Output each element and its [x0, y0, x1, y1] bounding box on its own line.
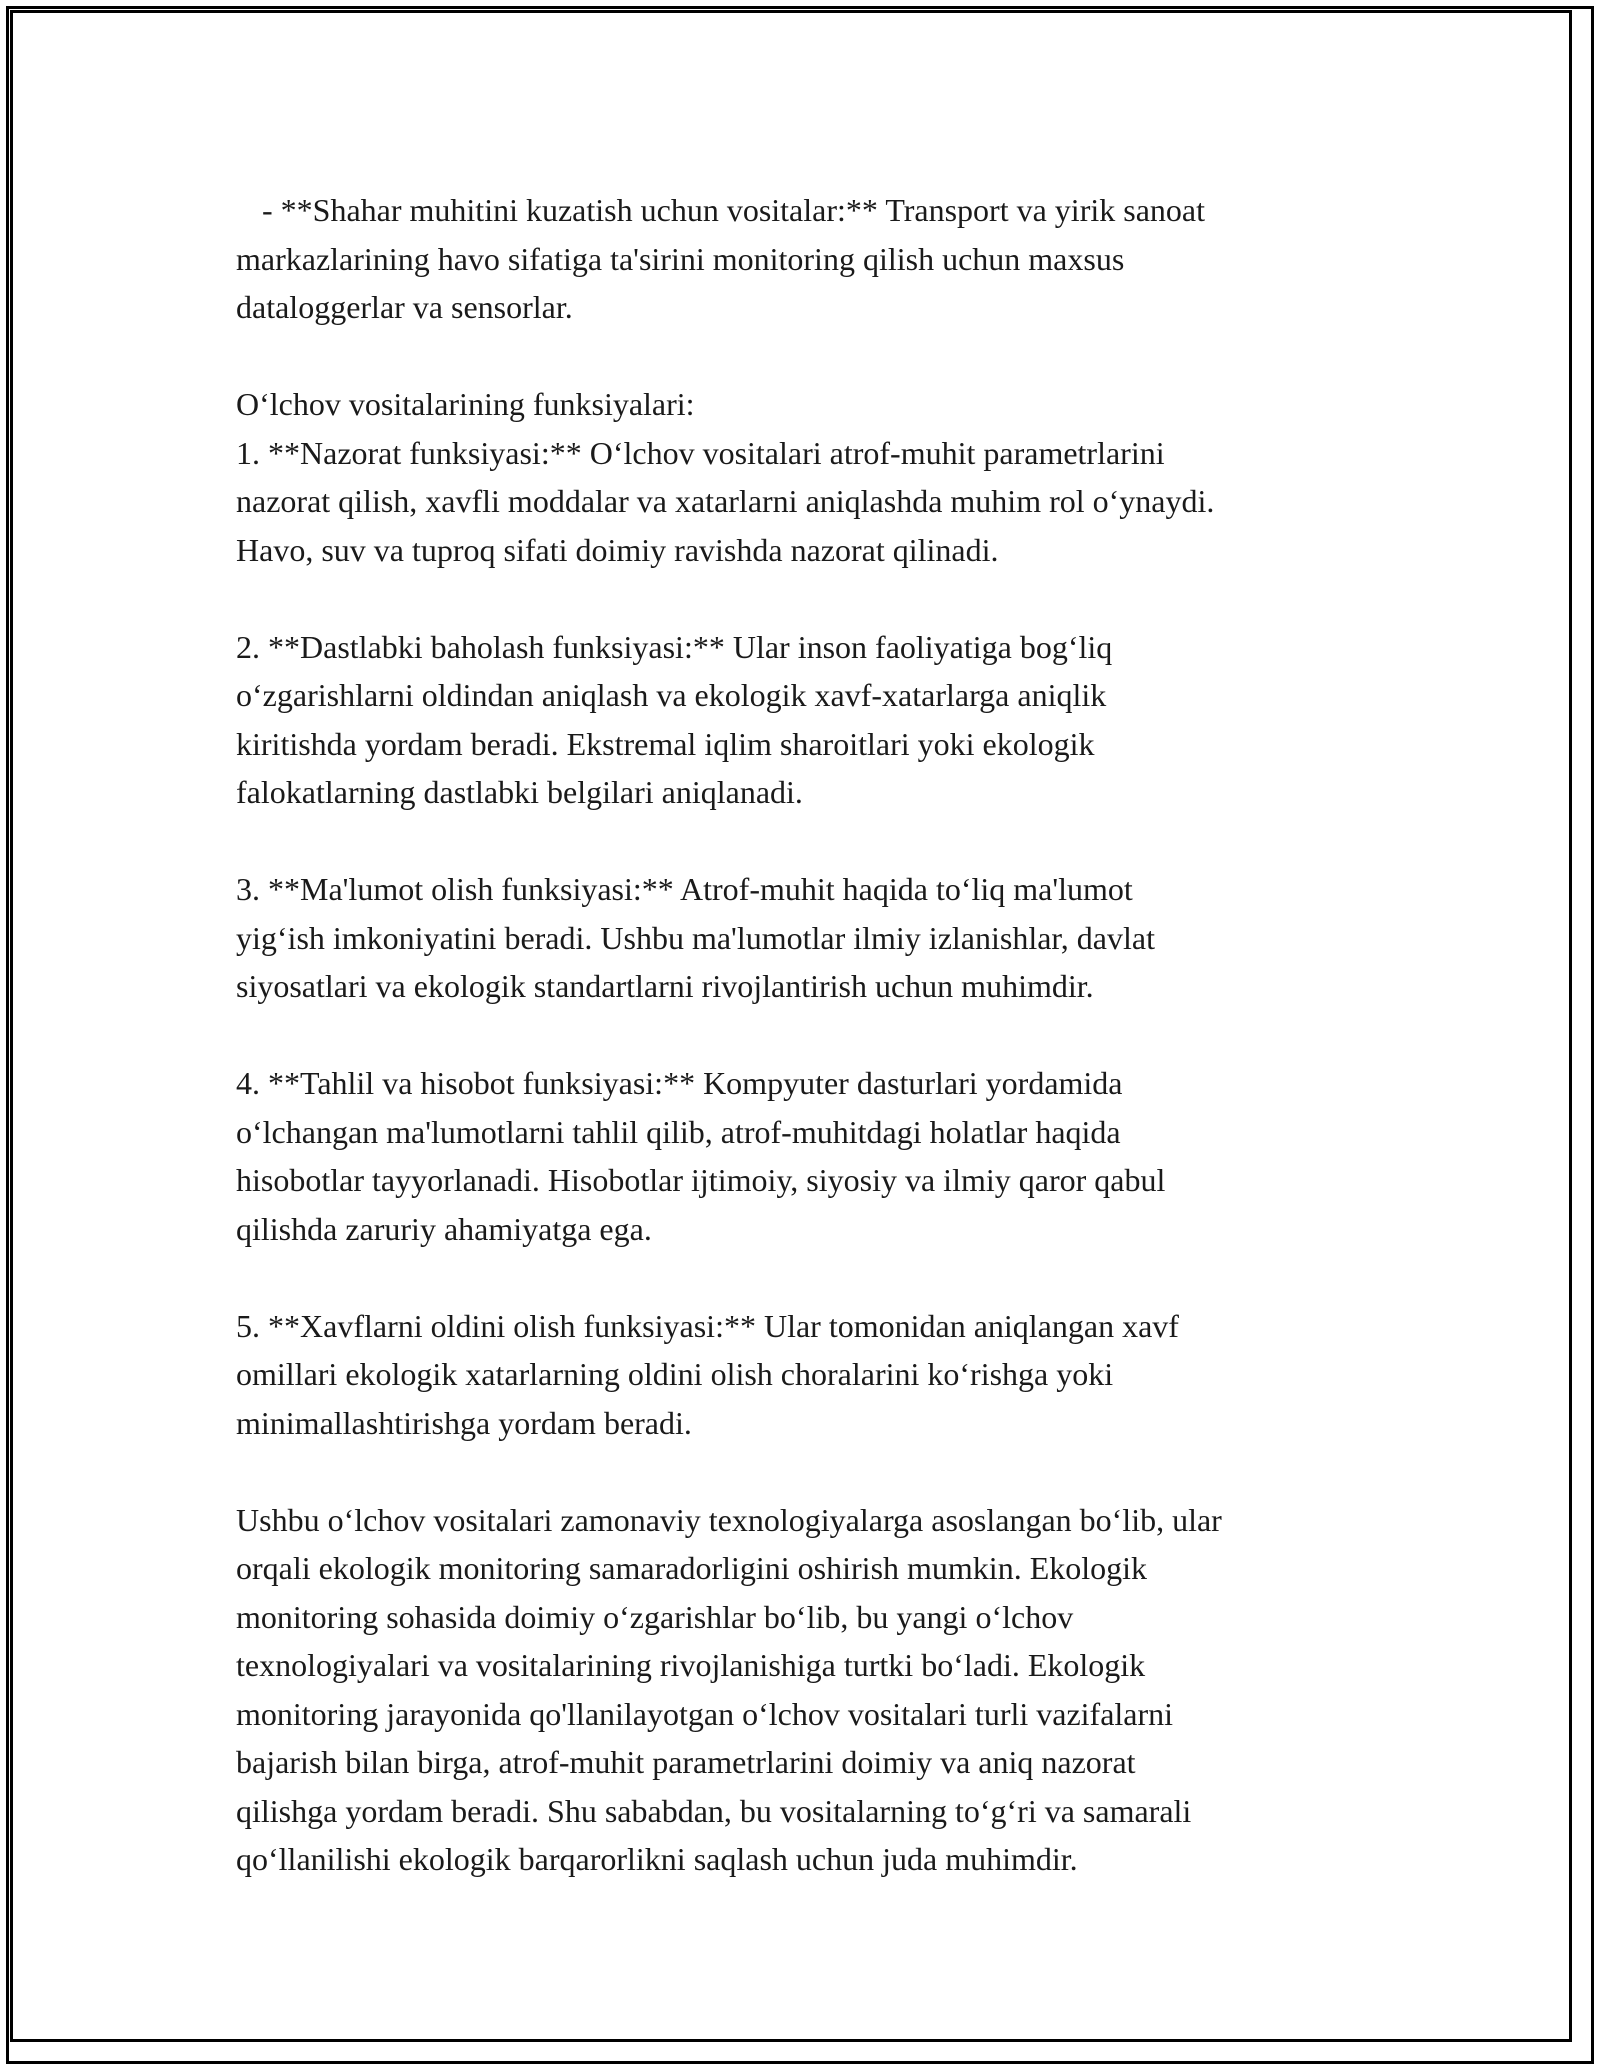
paragraph-function-2 [236, 623, 1376, 817]
paragraph-function-1 [236, 429, 1376, 575]
text-line: texnologiyalari va vositalarining rivojlanishiga turtki bo‘ladi. Ekologik [236, 1647, 1146, 1683]
text-line: qilishga yordam beradi. Shu sababdan, bu vositalarning to‘g‘ri va samarali [236, 1792, 1192, 1829]
paragraph-function-5 [236, 1302, 1376, 1448]
text-line: qilishda zaruriy ahamiyatga ega. [236, 1210, 652, 1247]
text-line: monitoring jarayonida qo'llanilayotgan o‘lchov vositalari turli vazifalarni [236, 1695, 1174, 1732]
text-line: bajarish bilan birga, atrof-muhit parametrlarini doimiy va aniq nazorat [236, 1744, 1136, 1780]
text-line: falokatlarning dastlabki belgilari aniqlanadi. [236, 774, 803, 810]
text-line: siyosatlari va ekologik standartlarni rivojlantirish uchun muhimdir. [236, 968, 1094, 1004]
text-line: 4. **Tahlil va hisobot funksiyasi:** Kompyuter dasturlari yordamida [236, 1065, 1123, 1101]
text-line: minimallashtirishga yordam beradi. [236, 1404, 692, 1441]
text-line: Havo, suv va tuproq sifati doimiy ravishda nazorat qilinadi. [236, 531, 999, 568]
text-line: monitoring sohasida doimiy o‘zgarishlar bo‘lib, bu yangi o‘lchov [236, 1598, 1074, 1635]
text-line: 1. **Nazorat funksiyasi:** O‘lchov vositalari atrof-muhit parametrlarini [236, 434, 1165, 471]
text-line: O‘lchov vositalarining funksiyalari: [236, 386, 695, 422]
functions-heading [236, 380, 1376, 429]
paragraph-urban-tools [236, 186, 1376, 332]
text-line: o‘lchangan ma'lumotlarni tahlil qilib, atrof-muhitdagi holatlar haqida [236, 1113, 1121, 1150]
text-line: - **Shahar muhitini kuzatish uchun vositalar:** Transport va yirik sanoat [262, 192, 1205, 228]
text-line: yig‘ish imkoniyatini beradi. Ushbu ma'lumotlar ilmiy izlanishlar, davlat [236, 919, 1155, 956]
text-line: orqali ekologik monitoring samaradorligini oshirish mumkin. Ekologik [236, 1550, 1148, 1586]
text-line: qo‘llanilishi ekologik barqarorlikni saqlash uchun juda muhimdir. [236, 1841, 1078, 1877]
paragraph-function-3 [236, 865, 1376, 1011]
text-line: o‘zgarishlarni oldindan aniqlash va ekologik xavf-xatarlarga aniqlik [236, 677, 1107, 713]
text-line: dataloggerlar va sensorlar. [236, 289, 573, 325]
paragraph-function-4 [236, 1059, 1376, 1253]
text-line: 5. **Xavflarni oldini olish funksiyasi:** Ular tomonidan aniqlangan xavf [236, 1307, 1179, 1344]
paragraph-conclusion [236, 1496, 1376, 1884]
text-line: 3. **Ma'lumot olish funksiyasi:** Atrof-muhit haqida to‘liq ma'lumot [236, 871, 1133, 907]
text-line: hisobotlar tayyorlanadi. Hisobotlar ijtimoiy, siyosiy va ilmiy qaror qabul [236, 1162, 1166, 1198]
text-line: nazorat qilish, xavfli moddalar va xatarlarni aniqlashda muhim rol o‘ynaydi. [236, 483, 1215, 519]
text-line: Ushbu o‘lchov vositalari zamonaviy texnologiyalarga asoslangan bo‘lib, ular [236, 1501, 1222, 1538]
text-line: 2. **Dastlabki baholash funksiyasi:** Ular inson faoliyatiga bog‘liq [236, 628, 1113, 665]
document-body [236, 186, 1376, 1884]
text-line: kiritishda yordam beradi. Ekstremal iqlim sharoitlari yoki ekologik [236, 725, 1095, 762]
text-line: omillari ekologik xatarlarning oldini olish choralarini ko‘rishga yoki [236, 1356, 1114, 1392]
text-line: markazlarining havo sifatiga ta'sirini monitoring qilish uchun maxsus [236, 240, 1125, 277]
